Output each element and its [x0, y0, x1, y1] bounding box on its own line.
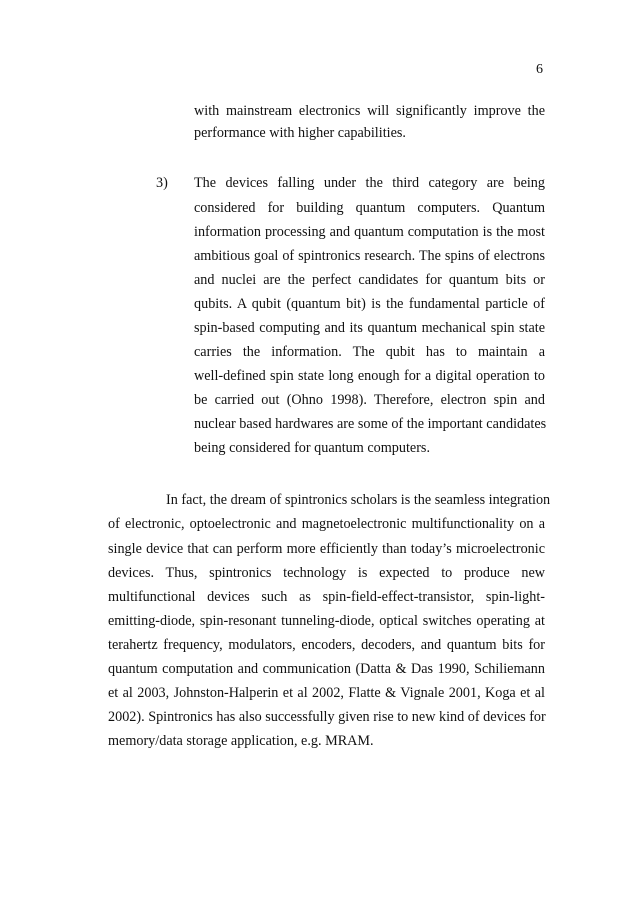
paragraph-line: multifunctional devices such as spin-field-effect-transistor, spin-light- — [108, 589, 545, 605]
list-item-line: ambitious goal of spintronics research. The spins of electrons — [194, 248, 545, 264]
list-item-line: The devices falling under the third category are being — [194, 175, 545, 191]
paragraph-line: quantum computation and communication (Datta & Das 1990, Schiliemann — [108, 661, 545, 677]
list-item-line: being considered for quantum computers. — [194, 440, 430, 456]
list-item-line: be carried out (Ohno 1998). Therefore, electron spin and — [194, 392, 545, 408]
paragraph-line: of electronic, optoelectronic and magnetoelectronic multifunctionality on a — [108, 516, 545, 532]
list-item-line: well-defined spin state long enough for a digital operation to — [194, 368, 545, 384]
list-item-line: spin-based computing and its quantum mechanical spin state — [194, 320, 545, 336]
paragraph-line: 2002). Spintronics has also successfully given rise to new kind of devices for — [108, 709, 546, 725]
list-item-line: information processing and quantum computation is the most — [194, 224, 545, 240]
paragraph-line: devices. Thus, spintronics technology is expected to produce new — [108, 565, 545, 581]
list-item-line: carries the information. The qubit has to maintain a — [194, 344, 545, 360]
paragraph-line: memory/data storage application, e.g. MRAM. — [108, 733, 374, 749]
list-item-line: and nuclei are the perfect candidates for quantum bits or — [194, 272, 545, 288]
paragraph-line: emitting-diode, spin-resonant tunneling-diode, optical switches operating at — [108, 613, 545, 629]
list-item-line: considered for building quantum computers. Quantum — [194, 200, 545, 216]
list-item-line: nuclear based hardwares are some of the important candidates — [194, 416, 547, 432]
continuation-line: performance with higher capabilities. — [194, 125, 406, 141]
list-item-line: qubits. A qubit (quantum bit) is the fundamental particle of — [194, 296, 545, 312]
page-number: 6 — [536, 62, 543, 77]
paragraph-line: In fact, the dream of spintronics scholars is the seamless integration — [166, 492, 551, 508]
continuation-line: with mainstream electronics will significantly improve the — [194, 103, 545, 119]
list-marker: 3) — [156, 175, 168, 191]
paragraph-line: terahertz frequency, modulators, encoders, decoders, and quantum bits for — [108, 637, 545, 653]
paragraph-line: et al 2003, Johnston-Halperin et al 2002, Flatte & Vignale 2001, Koga et al — [108, 685, 545, 701]
paragraph-line: single device that can perform more efficiently than today’s microelectronic — [108, 541, 545, 557]
